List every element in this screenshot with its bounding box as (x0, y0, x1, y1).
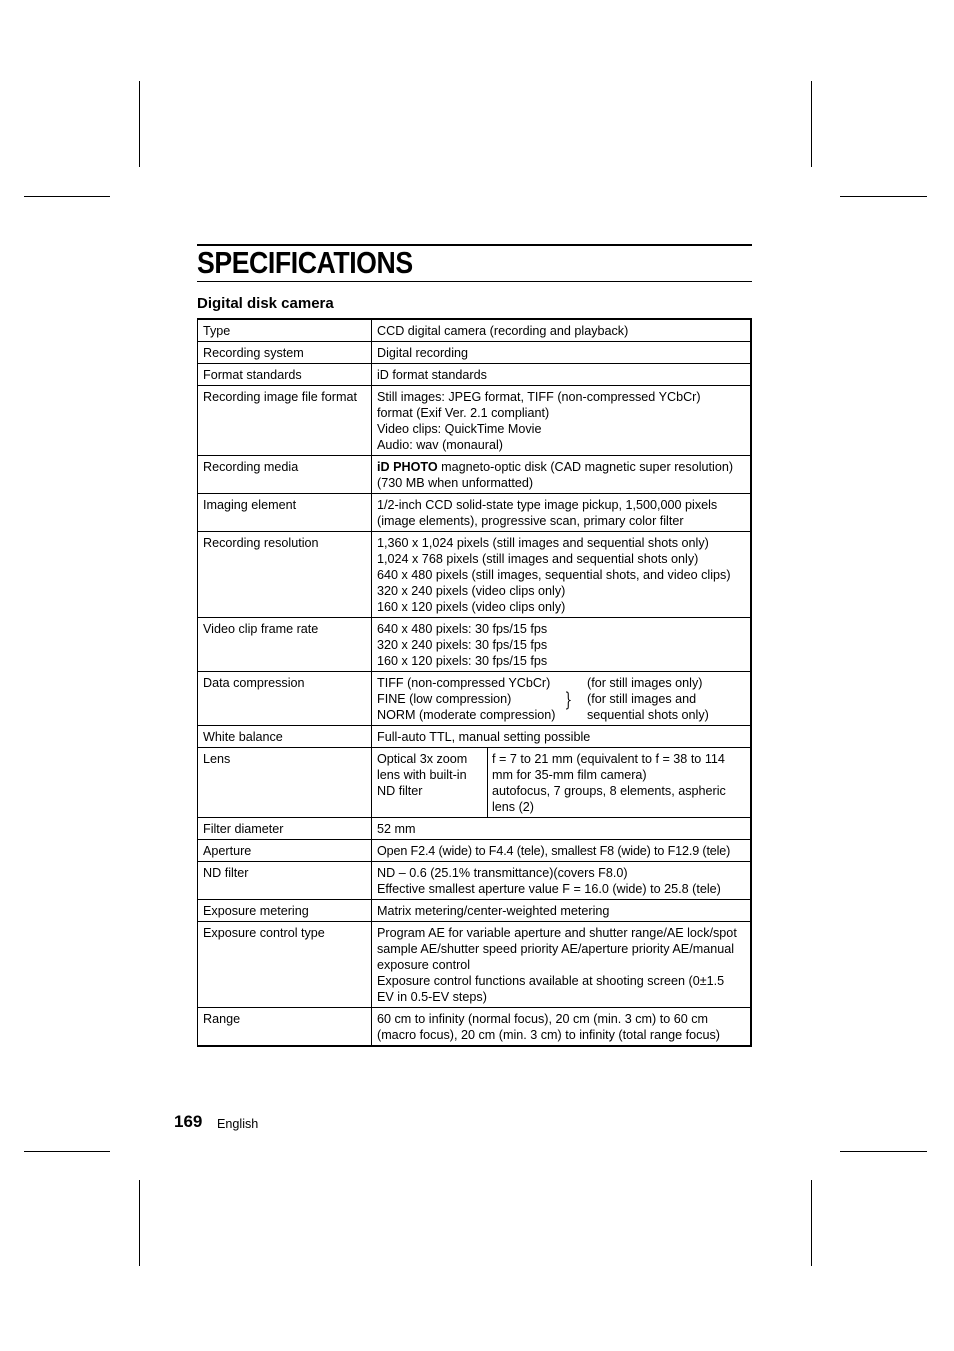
spec-line: sequential shots only) (587, 708, 709, 722)
spec-row-type (198, 319, 752, 342)
spec-line: mm for 35-mm film camera) (492, 768, 647, 782)
spec-line: 320 x 240 pixels (video clips only) (377, 584, 566, 598)
spec-value: Open F2.4 (wide) to F4.4 (tele), smallest F8 (wide) to F12.9 (tele) (372, 840, 752, 862)
spec-line: ND – 0.6 (25.1% transmittance)(covers F8.0) (377, 866, 628, 880)
spec-value (372, 532, 752, 618)
spec-line: 160 x 120 pixels (video clips only) (377, 600, 566, 614)
spec-row-recording-system (198, 342, 752, 364)
spec-line (377, 459, 746, 475)
spec-line: lens (2) (492, 800, 534, 814)
spec-line: 60 cm to infinity (normal focus), 20 cm (min. 3 cm) to 60 cm (377, 1012, 709, 1026)
spec-value: CCD digital camera (recording and playback) (372, 319, 752, 342)
spec-label: Recording image file format (198, 386, 372, 456)
spec-line: (for still images only) (587, 676, 703, 690)
spec-label: Range (198, 1008, 372, 1047)
crop-mark (24, 1151, 110, 1152)
spec-row-nd-filter (198, 862, 752, 900)
spec-line: lens with built-in (377, 768, 467, 782)
lens-details (488, 748, 750, 817)
spec-line: Effective smallest aperture value F = 16.0 (wide) to 25.8 (tele) (377, 882, 721, 896)
crop-mark (840, 1151, 927, 1152)
spec-row-lens (198, 748, 752, 818)
page-number: 169 (174, 1112, 203, 1131)
spec-label: Recording system (198, 342, 372, 364)
spec-line: 160 x 120 pixels: 30 fps/15 fps (377, 654, 548, 668)
brand-name: iD PHOTO (377, 460, 438, 474)
spec-label: Filter diameter (198, 818, 372, 840)
spec-row-white-balance (198, 726, 752, 748)
spec-row-recording-media (198, 456, 752, 494)
section-title: Digital disk camera (197, 295, 334, 312)
spec-label: Video clip frame rate (198, 618, 372, 672)
lens-grid (372, 748, 750, 817)
spec-table (197, 318, 752, 1047)
spec-label: Type (198, 319, 372, 342)
spec-value (372, 748, 752, 818)
crop-mark (139, 1180, 140, 1266)
spec-line: 640 x 480 pixels: 30 fps/15 fps (377, 622, 548, 636)
spec-line: Exposure control functions available at shooting screen (0±1.5 (377, 974, 725, 988)
spec-value (372, 494, 752, 532)
spec-row-aperture (198, 840, 752, 862)
spec-line: FINE (low compression) (377, 692, 512, 706)
spec-value (372, 618, 752, 672)
spec-label: Recording resolution (198, 532, 372, 618)
spec-line: f = 7 to 21 mm (equivalent to f = 38 to 114 (492, 752, 725, 766)
spec-line: Still images: JPEG format, TIFF (non-compressed YCbCr) (377, 390, 701, 404)
page-language: English (217, 1117, 259, 1131)
spec-row-imaging-element (198, 494, 752, 532)
compression-grid (377, 675, 746, 723)
spec-label: White balance (198, 726, 372, 748)
spec-line: format (Exif Ver. 2.1 compliant) (377, 406, 550, 420)
spec-label: Exposure control type (198, 922, 372, 1008)
compression-modes (377, 675, 560, 723)
spec-row-video-clip-frame-rate (198, 618, 752, 672)
spec-row-range (198, 1008, 752, 1047)
spec-line: TIFF (non-compressed YCbCr) (377, 676, 551, 690)
spec-line: autofocus, 7 groups, 8 elements, aspheric (492, 784, 726, 798)
spec-label: Format standards (198, 364, 372, 386)
spec-label: Exposure metering (198, 900, 372, 922)
spec-line: 1,024 x 768 pixels (still images and sequential shots only) (377, 552, 699, 566)
spec-label: Recording media (198, 456, 372, 494)
spec-row-data-compression (198, 672, 752, 726)
spec-row-filter-diameter (198, 818, 752, 840)
page-title: SPECIFICATIONS (197, 245, 413, 280)
spec-value: Full-auto TTL, manual setting possible (372, 726, 752, 748)
spec-line: 1/2-inch CCD solid-state type image pickup, 1,500,000 pixels (377, 498, 718, 512)
spec-label: ND filter (198, 862, 372, 900)
spec-line: (730 MB when unformatted) (377, 476, 534, 490)
spec-value (372, 922, 752, 1008)
spec-text: magneto-optic disk (CAD magnetic super resolution) (437, 460, 734, 474)
spec-row-format-standards (198, 364, 752, 386)
spec-line: NORM (moderate compression) (377, 708, 556, 722)
spec-line: 640 x 480 pixels (still images, sequential shots, and video clips) (377, 568, 731, 582)
spec-line: (for still images and (587, 692, 697, 706)
spec-line: sample AE/shutter speed priority AE/aperture priority AE/manual (377, 942, 735, 956)
brace-icon (560, 675, 587, 723)
spec-line: Program AE for variable aperture and shutter range/AE lock/spot (377, 926, 737, 940)
crop-mark (811, 1180, 812, 1266)
spec-value: 52 mm (372, 818, 752, 840)
spec-row-recording-image-file-format (198, 386, 752, 456)
spec-row-exposure-control-type (198, 922, 752, 1008)
spec-line: Audio: wav (monaural) (377, 438, 503, 452)
spec-label: Lens (198, 748, 372, 818)
spec-row-exposure-metering (198, 900, 752, 922)
brace-glyph: } (564, 687, 573, 711)
compression-notes (587, 675, 746, 723)
crop-mark (811, 81, 812, 167)
spec-value (372, 456, 752, 494)
spec-value (372, 862, 752, 900)
spec-label: Imaging element (198, 494, 372, 532)
title-rule-bottom (197, 281, 752, 282)
spec-value: Matrix metering/center-weighted metering (372, 900, 752, 922)
lens-type (372, 748, 488, 817)
spec-line: 320 x 240 pixels: 30 fps/15 fps (377, 638, 548, 652)
spec-value: Digital recording (372, 342, 752, 364)
spec-row-recording-resolution (198, 532, 752, 618)
spec-line: 1,360 x 1,024 pixels (still images and sequential shots only) (377, 536, 709, 550)
spec-value (372, 1008, 752, 1047)
spec-line: Optical 3x zoom (377, 752, 468, 766)
crop-mark (840, 196, 927, 197)
crop-mark (24, 196, 110, 197)
spec-label: Data compression (198, 672, 372, 726)
spec-line: Video clips: QuickTime Movie (377, 422, 542, 436)
spec-value (372, 672, 752, 726)
spec-line: ND filter (377, 784, 423, 798)
spec-value: iD format standards (372, 364, 752, 386)
spec-line: (image elements), progressive scan, primary color filter (377, 514, 684, 528)
crop-mark (139, 81, 140, 167)
spec-line: EV in 0.5-EV steps) (377, 990, 487, 1004)
spec-label: Aperture (198, 840, 372, 862)
spec-value (372, 386, 752, 456)
spec-line: exposure control (377, 958, 471, 972)
spec-line: (macro focus), 20 cm (min. 3 cm) to infinity (total range focus) (377, 1028, 720, 1042)
